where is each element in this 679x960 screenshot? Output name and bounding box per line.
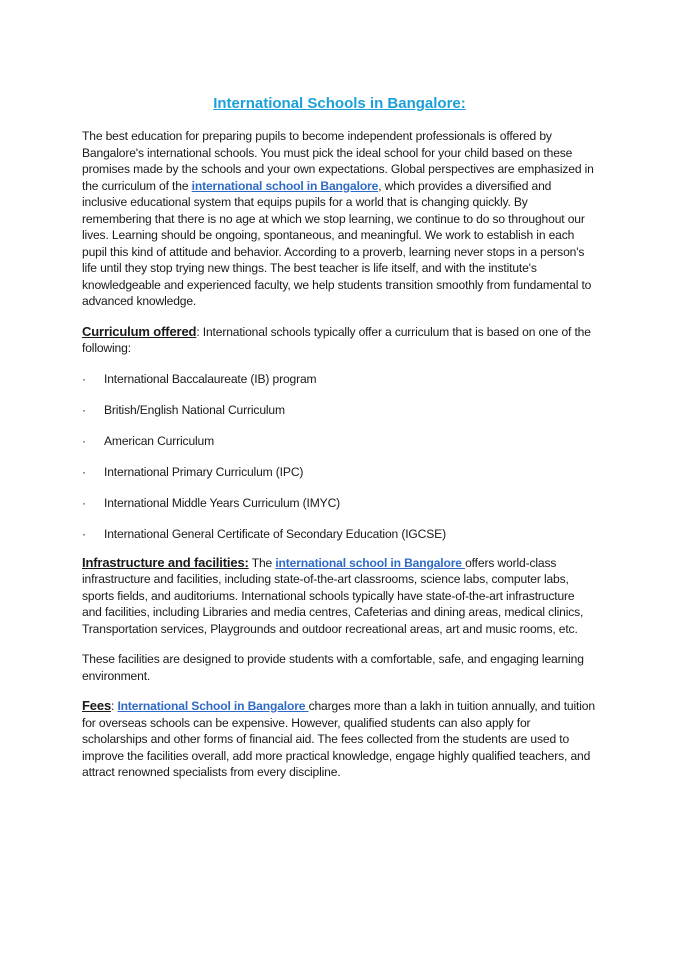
bullet-icon: · (82, 402, 86, 417)
intro-paragraph (82, 128, 597, 310)
list-item-text: British/English National Curriculum (104, 402, 285, 417)
curriculum-heading: Curriculum offered (82, 323, 197, 339)
bullet-icon: · (82, 526, 86, 541)
bullet-icon: · (82, 371, 86, 386)
page-title: International Schools in Bangalore: (213, 95, 466, 112)
infrastructure-text-before: The (248, 555, 276, 570)
list-item-text: International Baccalaureate (IB) program (104, 371, 317, 386)
fees-school-link[interactable]: International School in Bangalore (117, 699, 309, 713)
list-item (82, 402, 597, 433)
bullet-icon: · (82, 495, 86, 510)
infrastructure-text-after: offers world-class infrastructure and facilities, including state-of-the-art classrooms, science labs, computer labs, sports fields, and auditoriums. International schools typically have state-of-the-art infrastructure and facilities, including Libraries and media centres, Cafeterias and dining areas, medical clinics, Transportation services, Playgrounds and outdoor recreational areas, art and music rooms, etc. (82, 555, 584, 636)
fees-paragraph (82, 698, 597, 781)
infrastructure-heading: Infrastructure and facilities: (82, 554, 249, 570)
facilities-note-paragraph: These facilities are designed to provide students with a comfortable, safe, and engaging learning environment. (82, 652, 584, 683)
intro-text-before: The best education for preparing pupils to become independent professionals is offered by Bangalore's international schools. You must pick the ideal school for your child based on these promises made by the schools and your own expectations. Global perspectives are emphasized in the curriculum of the (82, 129, 594, 193)
curriculum-paragraph (82, 324, 597, 357)
intro-school-link[interactable]: international school in Bangalore (191, 178, 379, 193)
list-item (82, 371, 597, 402)
fees-separator: : (111, 699, 118, 713)
list-item (82, 495, 597, 526)
document-body (82, 128, 597, 781)
list-item (82, 526, 597, 557)
curriculum-list (82, 371, 597, 557)
infrastructure-paragraph (82, 555, 597, 638)
list-item-text: International Middle Years Curriculum (IMYC) (104, 495, 341, 510)
fees-text-after: charges more than a lakh in tuition annually, and tuition for overseas schools can be expensive. However, qualified students can also apply for scholarships and other forms of financial aid. The fees collected from the students are used to improve the facilities overall, add more practical knowledge, engage highly qualified teachers, and attract renowned specialists from every discipline. (82, 699, 595, 779)
fees-heading: Fees (82, 698, 112, 713)
bullet-icon: · (82, 464, 86, 479)
infrastructure-school-link[interactable]: international school in Bangalore (275, 555, 466, 570)
bullet-icon: · (82, 433, 86, 448)
curriculum-intro-text: : International schools typically offer a curriculum that is based on one of the following: (82, 324, 591, 355)
list-item-text: International Primary Curriculum (IPC) (104, 464, 304, 479)
list-item (82, 433, 597, 464)
intro-text-after: , which provides a diversified and inclusive educational system that equips pupils for a world that is changing quickly. By remembering that there is no age at which we stop learning, we continue to do so throughout our lives. Learning should be ongoing, spontaneous, and meaningful. We work to establish in each pupil this kind of attitude and behavior. According to a proverb, learning never stops in a person's life until they stop trying new things. The best teacher is life itself, and with the institute's knowledgeable and experienced faculty, we help students transition smoothly from fundamental to advanced knowledge. (82, 178, 592, 308)
list-item-text: American Curriculum (104, 433, 215, 448)
list-item-text: International General Certificate of Secondary Education (IGCSE) (104, 526, 446, 541)
list-item (82, 464, 597, 495)
